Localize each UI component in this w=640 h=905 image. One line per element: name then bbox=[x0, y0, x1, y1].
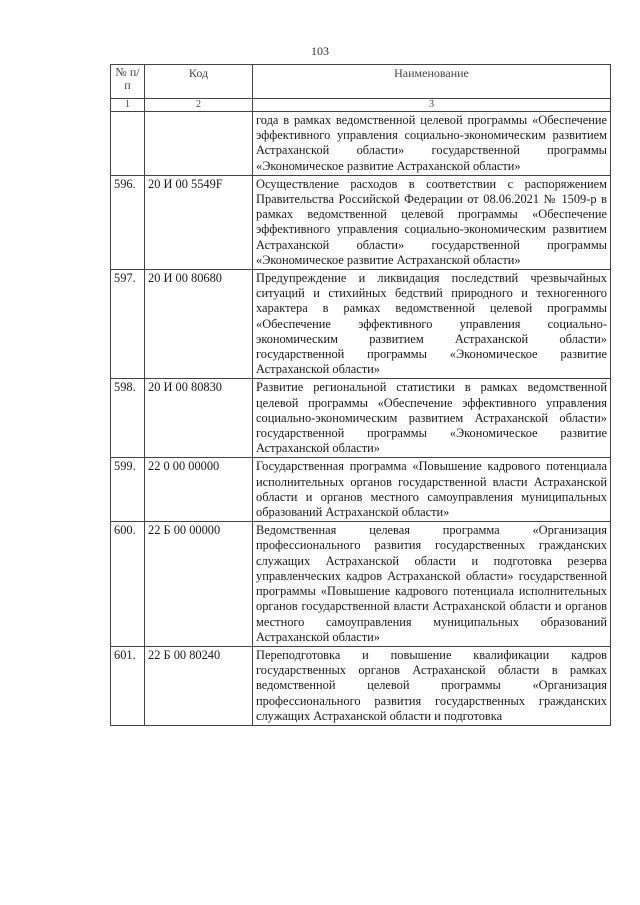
page-number: 103 bbox=[311, 44, 329, 58]
row-code: 22 0 00 00000 bbox=[145, 458, 253, 522]
column-index-row bbox=[111, 99, 611, 112]
column-index-1: 1 bbox=[111, 99, 145, 112]
table-row bbox=[111, 175, 611, 269]
row-code: 20 И 00 80830 bbox=[145, 379, 253, 458]
column-index-3: 3 bbox=[253, 99, 611, 112]
row-code bbox=[145, 112, 253, 176]
table-row bbox=[111, 112, 611, 176]
table-row bbox=[111, 379, 611, 458]
header-code: Код bbox=[145, 65, 253, 99]
table-row bbox=[111, 458, 611, 522]
row-code: 22 Б 00 80240 bbox=[145, 646, 253, 725]
row-name: Развитие региональной статистики в рамках ведомственной целевой программы «Обеспечение эффективного управления социально-экономическим развитием Астраханской области» государственной программы «Экономическое развитие Астраханской области» bbox=[253, 379, 611, 458]
row-name: года в рамках ведомственной целевой программы «Обеспечение эффективного управления социально-экономическим развитием Астраханской области» государственной программы «Экономическое развитие Астраханской области» bbox=[253, 112, 611, 176]
row-name: Государственная программа «Повышение кадрового потенциала исполнительных органов государственной власти Астраханской области и органов местного самоуправления муниципальных образований Астраханской области» bbox=[253, 458, 611, 522]
column-index-2: 2 bbox=[145, 99, 253, 112]
row-name: Предупреждение и ликвидация последствий чрезвычайных ситуаций и стихийных бедствий природного и техногенного характера в рамках ведомственной целевой программы «Обеспечение эффективного управления социально-экономическим развитием Астраханской области» государственной программы «Экономическое развитие Астраханской области» bbox=[253, 270, 611, 379]
row-number bbox=[111, 112, 145, 176]
row-code: 20 И 00 80680 bbox=[145, 270, 253, 379]
row-code: 20 И 00 5549F bbox=[145, 175, 253, 269]
row-name: Осуществление расходов в соответствии с распоряжением Правительства Российской Федерации от 08.06.2021 № 1509-р в рамках ведомственной целевой программы «Обеспечение эффективного управления социально-экономическим развитием Астраханской области» государственной программы «Экономическое развитие Астраханской области» bbox=[253, 175, 611, 269]
row-number: 597. bbox=[111, 270, 145, 379]
row-code: 22 Б 00 00000 bbox=[145, 522, 253, 647]
row-number: 599. bbox=[111, 458, 145, 522]
header-number: № п/п bbox=[111, 65, 145, 99]
row-number: 596. bbox=[111, 175, 145, 269]
table-row bbox=[111, 270, 611, 379]
table-row bbox=[111, 522, 611, 647]
table-header-row bbox=[111, 65, 611, 99]
budget-classification-table bbox=[110, 64, 611, 726]
row-name: Переподготовка и повышение квалификации кадров государственных органов Астраханской области в рамках ведомственной целевой программы «Организация профессионального развития государственных гражданских служащих Астраханской области и подготовка bbox=[253, 646, 611, 725]
row-name: Ведомственная целевая программа «Организация профессионального развития государственных гражданских служащих Астраханской области и подготовка резерва управленческих кадров Астраханской области» государственной программы «Повышение кадрового потенциала исполнительных органов государственной власти Астраханской области и органов местного самоуправления муниципальных образований Астраханской области» bbox=[253, 522, 611, 647]
row-number: 598. bbox=[111, 379, 145, 458]
table-row bbox=[111, 646, 611, 725]
row-number: 601. bbox=[111, 646, 145, 725]
header-name: Наименование bbox=[253, 65, 611, 99]
row-number: 600. bbox=[111, 522, 145, 647]
